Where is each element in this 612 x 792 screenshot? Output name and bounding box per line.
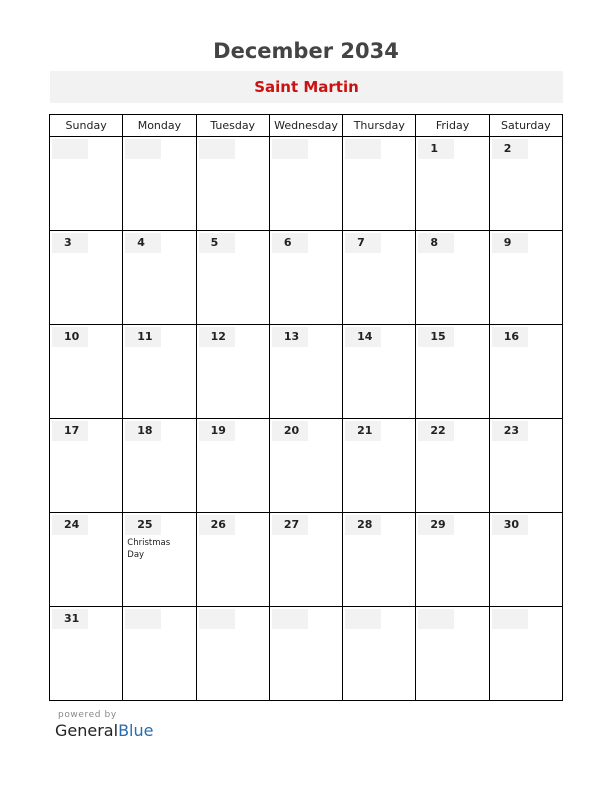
day-number: 22 xyxy=(418,421,454,441)
day-number: 10 xyxy=(52,327,88,347)
day-cell xyxy=(489,513,562,607)
day-cell xyxy=(343,513,416,607)
day-number: 11 xyxy=(125,327,161,347)
empty-day-cell xyxy=(196,137,269,231)
day-number: 14 xyxy=(345,327,381,347)
day-cell xyxy=(489,419,562,513)
day-number xyxy=(125,609,161,629)
brand-logo xyxy=(55,721,153,740)
weekday-header: Friday xyxy=(416,115,489,137)
calendar-body xyxy=(50,137,563,701)
day-number: 21 xyxy=(345,421,381,441)
day-number: 24 xyxy=(52,515,88,535)
day-number: 12 xyxy=(199,327,235,347)
day-cell xyxy=(196,513,269,607)
day-cell xyxy=(123,513,196,607)
day-cell xyxy=(196,231,269,325)
day-cell xyxy=(196,325,269,419)
empty-day-cell xyxy=(269,137,342,231)
day-number xyxy=(125,139,161,159)
region-banner xyxy=(50,71,563,103)
day-number xyxy=(272,139,308,159)
day-number xyxy=(199,609,235,629)
day-number: 28 xyxy=(345,515,381,535)
day-cell xyxy=(50,419,123,513)
weekday-header: Thursday xyxy=(343,115,416,137)
day-number: 18 xyxy=(125,421,161,441)
region-name: Saint Martin xyxy=(254,78,359,96)
day-number: 2 xyxy=(492,139,528,159)
day-cell xyxy=(50,325,123,419)
day-number xyxy=(492,609,528,629)
day-number xyxy=(345,609,381,629)
empty-day-cell xyxy=(489,607,562,701)
week-row xyxy=(50,231,563,325)
brand-logo-general: General xyxy=(55,721,119,740)
day-cell xyxy=(343,231,416,325)
calendar-table xyxy=(49,114,563,701)
weekday-header: Wednesday xyxy=(269,115,342,137)
week-row xyxy=(50,513,563,607)
day-number: 8 xyxy=(418,233,454,253)
day-cell xyxy=(416,231,489,325)
day-number: 23 xyxy=(492,421,528,441)
empty-day-cell xyxy=(343,607,416,701)
day-number: 3 xyxy=(52,233,88,253)
day-number: 30 xyxy=(492,515,528,535)
empty-day-cell xyxy=(123,137,196,231)
day-cell xyxy=(416,419,489,513)
day-cell xyxy=(196,419,269,513)
day-cell xyxy=(416,137,489,231)
day-cell xyxy=(269,513,342,607)
day-number xyxy=(199,139,235,159)
day-cell xyxy=(343,419,416,513)
day-number: 4 xyxy=(125,233,161,253)
day-number: 13 xyxy=(272,327,308,347)
week-row xyxy=(50,137,563,231)
day-cell xyxy=(123,325,196,419)
weekday-header: Tuesday xyxy=(196,115,269,137)
day-cell xyxy=(123,419,196,513)
day-number: 27 xyxy=(272,515,308,535)
day-cell xyxy=(50,607,123,701)
day-number: 31 xyxy=(52,609,88,629)
empty-day-cell xyxy=(123,607,196,701)
day-number: 26 xyxy=(199,515,235,535)
empty-day-cell xyxy=(343,137,416,231)
day-cell xyxy=(489,137,562,231)
day-number: 9 xyxy=(492,233,528,253)
empty-day-cell xyxy=(50,137,123,231)
day-number: 5 xyxy=(199,233,235,253)
day-number: 7 xyxy=(345,233,381,253)
day-cell xyxy=(416,513,489,607)
day-cell xyxy=(269,325,342,419)
day-cell xyxy=(123,231,196,325)
calendar-grid xyxy=(49,114,563,699)
week-row xyxy=(50,325,563,419)
brand-logo-blue: Blue xyxy=(118,721,154,740)
day-number: 1 xyxy=(418,139,454,159)
day-number xyxy=(418,609,454,629)
day-cell xyxy=(416,325,489,419)
day-number xyxy=(52,139,88,159)
day-number xyxy=(345,139,381,159)
empty-day-cell xyxy=(416,607,489,701)
day-number: 25 xyxy=(125,515,161,535)
day-cell xyxy=(269,231,342,325)
day-number: 17 xyxy=(52,421,88,441)
day-cell xyxy=(489,231,562,325)
week-row xyxy=(50,607,563,701)
day-cell xyxy=(50,513,123,607)
day-number: 6 xyxy=(272,233,308,253)
powered-by-text: powered by xyxy=(58,710,117,720)
holiday-label: Christmas Day xyxy=(127,538,171,560)
day-number: 20 xyxy=(272,421,308,441)
day-number: 29 xyxy=(418,515,454,535)
week-row xyxy=(50,419,563,513)
day-cell xyxy=(489,325,562,419)
empty-day-cell xyxy=(196,607,269,701)
weekday-header: Saturday xyxy=(489,115,562,137)
day-number: 16 xyxy=(492,327,528,347)
weekday-header: Monday xyxy=(123,115,196,137)
weekday-header-row xyxy=(50,115,563,137)
calendar-title: December 2034 xyxy=(213,39,399,63)
empty-day-cell xyxy=(269,607,342,701)
weekday-header: Sunday xyxy=(50,115,123,137)
day-cell xyxy=(343,325,416,419)
day-number: 15 xyxy=(418,327,454,347)
day-cell xyxy=(50,231,123,325)
day-cell xyxy=(269,419,342,513)
day-number xyxy=(272,609,308,629)
day-number: 19 xyxy=(199,421,235,441)
